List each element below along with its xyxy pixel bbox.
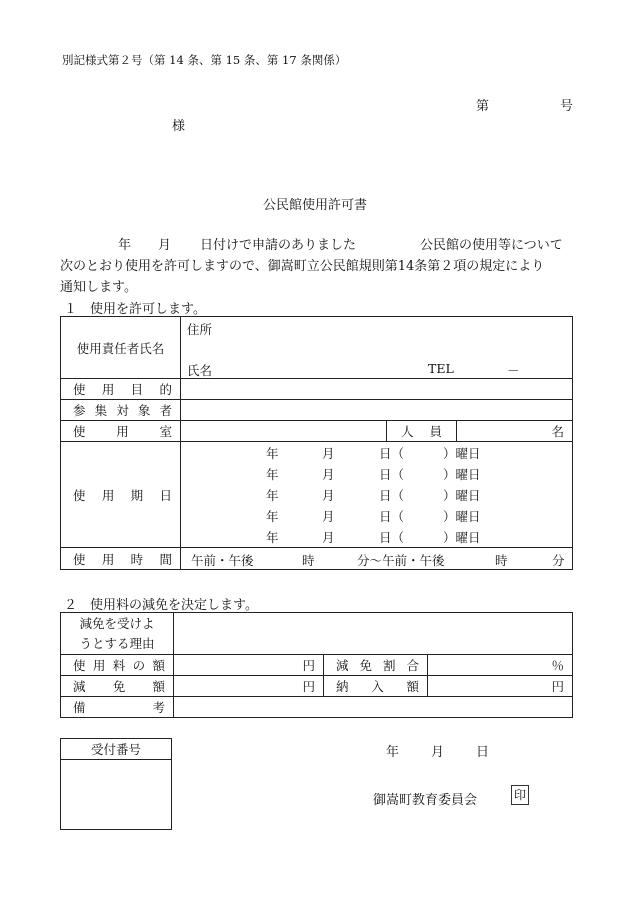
people-value-cell[interactable] — [457, 421, 573, 442]
number-suffix: 号 — [560, 99, 574, 114]
responsible-value-cell[interactable] — [181, 317, 573, 379]
period-label: 使 用 期 日 — [73, 487, 172, 503]
time-ampm-start: 午前・午後 — [191, 553, 254, 568]
number-prefix: 第 — [476, 99, 490, 114]
body-month: 月 — [158, 238, 172, 253]
fee-label-cell — [61, 655, 174, 676]
address-label: 住所 — [187, 322, 213, 337]
reason-label-line2: うとする理由 — [79, 635, 155, 651]
fee-yen: 円 — [302, 658, 315, 673]
reason-value-cell[interactable] — [174, 613, 573, 655]
rate-label-cell — [324, 655, 428, 676]
document-title: 公民館使用許可書 — [262, 198, 367, 213]
room-label: 使 用 室 — [73, 424, 172, 439]
date-row: 年 月 日（ ）曜日 — [266, 487, 481, 503]
tel-dash: － — [507, 363, 520, 378]
rate-value-cell[interactable] — [428, 655, 573, 676]
people-label-cell — [387, 421, 457, 442]
room-label-cell — [61, 421, 181, 442]
notes-label: 備 考 — [73, 700, 165, 715]
time-value-cell[interactable] — [181, 548, 573, 570]
issue-month: 月 — [431, 745, 445, 760]
payment-value-cell[interactable] — [428, 676, 573, 697]
reception-box — [60, 738, 172, 830]
fee-label: 使 用 料 の 額 — [73, 658, 165, 673]
issue-day: 日 — [476, 745, 490, 760]
reason-label-cell — [61, 613, 174, 655]
date-row: 年 月 日（ ）曜日 — [266, 529, 481, 545]
fee-table — [60, 612, 573, 718]
fee-value-cell[interactable] — [174, 655, 324, 676]
issue-year: 年 — [386, 745, 400, 760]
time-hour-end: 時 — [495, 553, 508, 568]
reception-label: 受付番号 — [61, 739, 172, 760]
reception-value-cell[interactable] — [61, 760, 172, 830]
form-reference: 別記様式第２号（第 14 条、第 15 条、第 17 条関係） — [62, 53, 347, 67]
time-hour-start: 時 — [302, 553, 315, 568]
reason-label-line1: 減免を受けよ — [79, 615, 155, 631]
purpose-value-cell[interactable] — [181, 379, 573, 400]
reduction-value-cell[interactable] — [174, 676, 324, 697]
people-label: 人 員 — [401, 424, 442, 439]
body-text-b: 公民館の使用等について — [420, 238, 563, 253]
date-row: 年 月 日（ ）曜日 — [266, 445, 481, 461]
payment-label-cell — [324, 676, 428, 697]
rate-label: 減 免 割 合 — [336, 658, 419, 673]
time-range: 分～午前・午後 — [357, 553, 445, 568]
notes-value-cell[interactable] — [174, 697, 573, 718]
reduction-yen: 円 — [302, 679, 315, 694]
period-label-cell — [61, 442, 181, 548]
date-row: 年 月 日（ ）曜日 — [266, 508, 481, 524]
body-text — [60, 235, 580, 298]
responsible-label: 使用責任者氏名 — [76, 340, 165, 356]
responsible-label-cell — [61, 317, 181, 379]
body-line-2: 次のとおり使用を許可しますので、御嵩町立公民館規則第14条第２項の規定により — [60, 259, 545, 274]
payment-yen: 円 — [551, 679, 565, 694]
date-row: 年 月 日（ ）曜日 — [266, 466, 481, 482]
target-label-cell — [61, 400, 181, 421]
period-value-cell[interactable] — [181, 442, 573, 548]
issuer-name: 御嵩町教育委員会 — [373, 793, 478, 808]
permit-table — [60, 316, 573, 570]
target-label: 参 集 対 象 者 — [73, 403, 172, 418]
time-minute-end: 分 — [552, 553, 565, 568]
reduction-label: 減 免 額 — [73, 679, 165, 694]
issue-date — [386, 741, 489, 760]
body-year: 年 — [118, 238, 132, 253]
time-label-cell — [61, 548, 181, 570]
payment-label: 納 入 額 — [336, 679, 419, 694]
room-value-cell[interactable] — [181, 421, 387, 442]
body-text-a: 日付けで申請のありました — [200, 238, 357, 253]
rate-percent: ％ — [551, 658, 565, 673]
purpose-label: 使 用 目 的 — [73, 382, 172, 397]
notes-label-cell — [61, 697, 174, 718]
tel-label: TEL — [428, 361, 454, 376]
addressee-honorific: 様 — [172, 119, 186, 134]
reduction-label-cell — [61, 676, 174, 697]
time-label: 使 用 時 間 — [73, 551, 172, 567]
seal-mark: 印 — [511, 785, 529, 805]
body-line-3: 通知します。 — [60, 280, 137, 295]
target-value-cell[interactable] — [181, 400, 573, 421]
people-unit: 名 — [551, 424, 565, 439]
section2-heading: ２ 使用料の減免を決定します。 — [64, 598, 258, 613]
section1-heading: １ 使用を許可します。 — [64, 302, 206, 317]
name-label: 氏名 — [187, 363, 213, 378]
purpose-label-cell — [61, 379, 181, 400]
